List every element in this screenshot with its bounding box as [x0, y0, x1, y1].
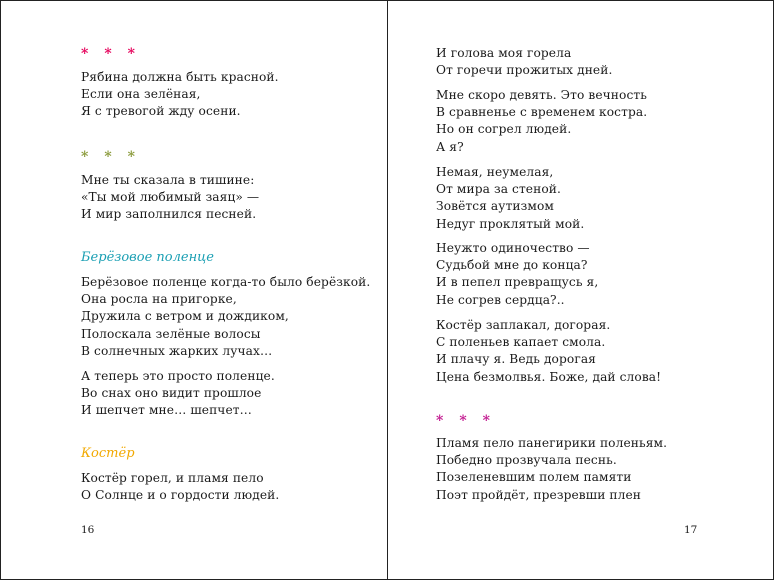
poem-rowan: [81, 69, 411, 121]
poem-line: «Ты мой любимый заяц» —: [81, 190, 260, 205]
poem-line: Если она зелёная,: [81, 87, 201, 102]
star-glyph: *: [81, 46, 89, 62]
left-page: [81, 1, 444, 579]
poem-line: Берёзовое поленце когда-то было берёзкой.: [81, 275, 371, 289]
star-glyph: *: [127, 149, 135, 165]
poem-line: Рябина должна быть красной.: [81, 70, 279, 84]
poem-title-bonfire: Костёр: [81, 446, 135, 461]
poem-line: С поленьев капает смола.: [436, 335, 606, 350]
poem-line: Недуг проклятый мой.: [436, 216, 585, 231]
poem-line: Костёр заплакал, догорая.: [436, 318, 611, 332]
poem-bonfire-stanza-2: [436, 87, 766, 156]
poem-panegyric: [436, 435, 766, 504]
poem-line: Я с тревогой жду осени.: [81, 104, 241, 119]
poem-birch-log-stanza-1: [81, 274, 411, 360]
poem-line: В солнечных жарких лучах…: [81, 343, 273, 358]
poem-line: И мир заполнился песней.: [81, 207, 257, 222]
poem-line: Неужто одиночество —: [436, 241, 590, 255]
star-glyph: *: [104, 46, 112, 62]
poem-line: Пламя пело панегирики поленьям.: [436, 436, 668, 450]
poem-line: Она росла на пригорке,: [81, 292, 237, 307]
poem-line: И в пепел превращусь я,: [436, 275, 599, 290]
poem-line: Полоскала зелёные волосы: [81, 326, 261, 341]
poem-line: А теперь это просто поленце.: [81, 369, 275, 383]
poem-line: Во снах оно видит прошлое: [81, 386, 262, 401]
star-glyph: *: [459, 413, 467, 429]
poem-bonfire-stanza-1: [436, 45, 766, 79]
poem-line: Судьбой мне до конца?: [436, 258, 588, 273]
star-glyph: *: [104, 149, 112, 165]
poem-line: Мне скоро девять. Это вечность: [436, 88, 647, 102]
star-glyph: *: [127, 46, 135, 62]
poem-line: Победно прозвучала песнь.: [436, 453, 617, 468]
star-glyph: *: [436, 413, 444, 429]
poem-line: Но он согрел людей.: [436, 122, 572, 137]
poem-line: Мне ты сказала в тишине:: [81, 173, 255, 187]
poem-line: В сравненье с временем костра.: [436, 105, 648, 120]
poem-line: Поэт пройдёт, презревши плен: [436, 487, 641, 502]
poem-line: Позеленевшим полем памяти: [436, 470, 632, 485]
right-page: [436, 1, 774, 579]
poem-line: От горечи прожитых дней.: [436, 63, 613, 78]
poem-bonfire-stanza-3: [436, 164, 766, 233]
poem-line: И голова моя горела: [436, 46, 572, 60]
page-number-left: 16: [81, 524, 95, 536]
poem-line: А я?: [436, 139, 464, 154]
page-number-right: 17: [684, 524, 698, 536]
poem-birch-log-stanza-2: [81, 368, 411, 420]
poem-line: Костёр горел, и пламя пело: [81, 471, 264, 485]
poem-bonfire-start: [81, 470, 411, 504]
poem-line: Дружила с ветром и дождиком,: [81, 309, 289, 324]
poem-line: О Солнце и о гордости людей.: [81, 488, 280, 503]
poem-line: И шепчет мне… шепчет…: [81, 403, 252, 418]
star-glyph: *: [81, 149, 89, 165]
poem-bonfire-stanza-4: [436, 240, 766, 309]
poem-line: Цена безмолвья. Боже, дай слова!: [436, 369, 662, 384]
poem-hare: [81, 172, 411, 224]
poem-line: Зовётся аутизмом: [436, 199, 554, 214]
poem-bonfire-stanza-5: [436, 317, 766, 386]
poem-line: И плачу я. Ведь дорогая: [436, 352, 596, 367]
poem-line: Немая, неумелая,: [436, 165, 554, 179]
poem-title-birch-log: Берёзовое поленце: [81, 250, 214, 265]
poem-line: От мира за стеной.: [436, 182, 561, 197]
stars-divider-pink: [81, 47, 411, 61]
stars-divider-olive: [81, 150, 411, 164]
star-glyph: *: [482, 413, 490, 429]
stars-divider-magenta: [436, 414, 766, 428]
poem-line: Не согрев сердца?..: [436, 292, 565, 307]
